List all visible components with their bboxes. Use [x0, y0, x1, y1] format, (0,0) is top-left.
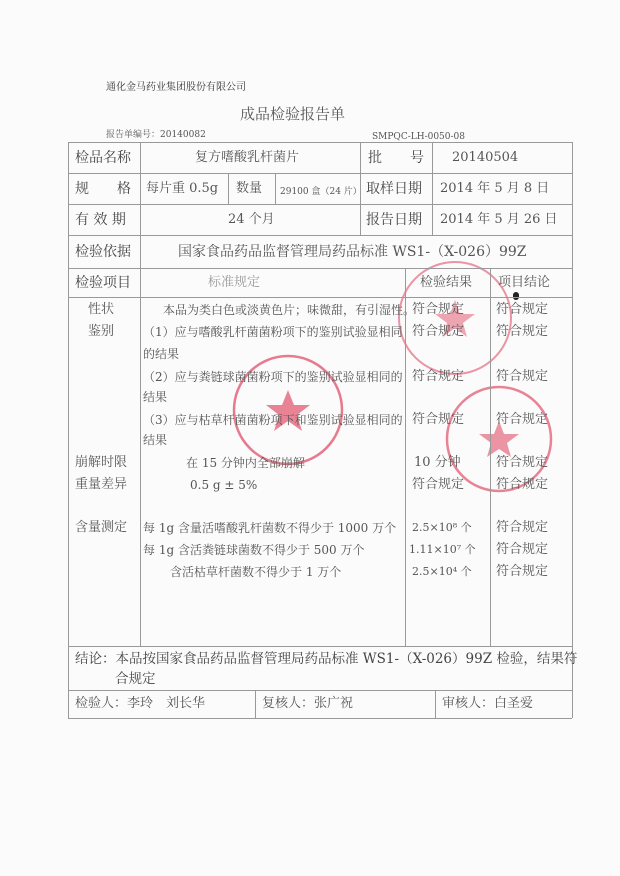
final-conclusion-cont: 合规定 [115, 671, 156, 687]
std-line: 含活枯草杆菌数不得少于 1 万个 [170, 565, 342, 579]
table-rule [140, 142, 141, 646]
report-date: 2014 年 5 月 26 日 [440, 212, 558, 227]
std-line: 结果 [143, 433, 168, 447]
table-rule [68, 204, 572, 205]
basis-label: 检验依据 [75, 244, 131, 260]
quantity: 29100 盒（24 片） [280, 187, 362, 197]
company-name: 通化金马药业集团股份有限公司 [106, 82, 246, 93]
conclusion: 符合规定 [496, 564, 549, 579]
doc-code: SMPQC-LH-0050-08 [372, 132, 466, 142]
std-line: 每 1g 含量活嗜酸乳杆菌数不得少于 1000 万个 [143, 521, 397, 535]
sample-date-label: 取样日期 [366, 181, 422, 197]
report-date-label: 报告日期 [366, 212, 422, 228]
spec-label: 规 格 [75, 181, 131, 197]
conclusion: 符合规定 [496, 412, 549, 427]
reviewer: 复核人：张广祝 [262, 696, 354, 711]
table-rule [68, 646, 572, 647]
result: 符合规定 [412, 369, 465, 384]
conclusion: 符合规定 [496, 302, 549, 317]
std-line: 结果 [143, 390, 168, 404]
result: 符合规定 [412, 412, 465, 427]
item-appearance: 性状 [88, 302, 115, 317]
item-identification: 鉴别 [88, 324, 115, 339]
table-rule [68, 690, 572, 691]
table-rule [275, 173, 276, 204]
table-rule [68, 297, 572, 298]
std-line: （1）应与嗜酸乳杆菌菌粉项下的鉴别试验显相同 [143, 325, 403, 339]
approver: 审核人：白圣爱 [442, 696, 534, 711]
qty-label: 数量 [236, 181, 263, 196]
batch-label: 批 号 [368, 150, 424, 166]
table-rule [68, 268, 572, 269]
header-result: 检验结果 [420, 275, 473, 290]
item-weight-variation: 重量差异 [75, 477, 128, 492]
conclusion: 符合规定 [496, 369, 549, 384]
table-rule [228, 173, 229, 204]
table-rule [405, 268, 406, 646]
std-line: 0.5 g ± 5% [190, 478, 258, 492]
item-disintegration: 崩解时限 [75, 455, 128, 470]
std-line: （2）应与粪链球菌菌粉项下的鉴别试验显相同的 [143, 370, 403, 384]
table-rule [572, 142, 573, 718]
table-rule [432, 142, 433, 235]
name-label: 检品名称 [75, 150, 131, 166]
std-line: 在 15 分钟内全部崩解 [186, 456, 305, 470]
header-item: 检验项目 [75, 275, 131, 291]
result: 符合规定 [412, 477, 465, 492]
std-line: （3）应与枯草杆菌菌粉项下和鉴别试验显相同的 [143, 413, 403, 427]
spec: 每片重 0.5g [146, 181, 219, 196]
inspector: 检验人：李玲 刘长华 [75, 696, 206, 711]
product-name: 复方嗜酸乳杆菌片 [195, 150, 300, 165]
report-title: 成品检验报告单 [240, 105, 346, 123]
table-rule [255, 690, 256, 718]
report-number: 报告单编号：20140082 [106, 130, 206, 140]
table-rule [435, 690, 436, 718]
item-assay: 含量测定 [75, 520, 128, 535]
std-line: 本品为类白色或淡黄色片；味微甜，有引湿性。 [163, 303, 416, 317]
std-line: 每 1g 含活粪链球菌数不得少于 500 万个 [143, 543, 365, 557]
table-rule [68, 142, 69, 718]
result: 1.11×10⁷ 个 [409, 543, 476, 556]
conclusion: 符合规定 [496, 477, 549, 492]
conclusion: 符合规定 [496, 520, 549, 535]
table-rule [68, 235, 572, 236]
conclusion: 符合规定 [496, 542, 549, 557]
header-standard: 标准规定 [208, 275, 261, 290]
table-rule [490, 268, 491, 646]
result: 10 分钟 [414, 455, 461, 470]
ink-spot [513, 292, 519, 300]
result: 2.5×10⁸ 个 [412, 521, 472, 534]
expiry-label: 有 效 期 [75, 212, 126, 228]
conclusion: 符合规定 [496, 324, 549, 339]
header-conclusion: 项目结论 [498, 275, 551, 290]
table-rule [68, 718, 572, 719]
sample-date: 2014 年 5 月 8 日 [440, 181, 550, 196]
batch-number: 20140504 [452, 150, 519, 165]
table-rule [68, 173, 572, 174]
conclusion: 符合规定 [496, 455, 549, 470]
result: 符合规定 [412, 324, 465, 339]
final-conclusion: 结论：本品按国家食品药品监督管理局药品标准 WS1-（X-026）99Z 检验，结果符 [75, 651, 578, 667]
std-line: 的结果 [143, 347, 180, 361]
result: 符合规定 [412, 302, 465, 317]
basis: 国家食品药品监督管理局药品标准 WS1-（X-026）99Z [178, 244, 527, 260]
expiry: 24 个月 [228, 212, 275, 227]
result: 2.5×10⁴ 个 [412, 565, 472, 578]
